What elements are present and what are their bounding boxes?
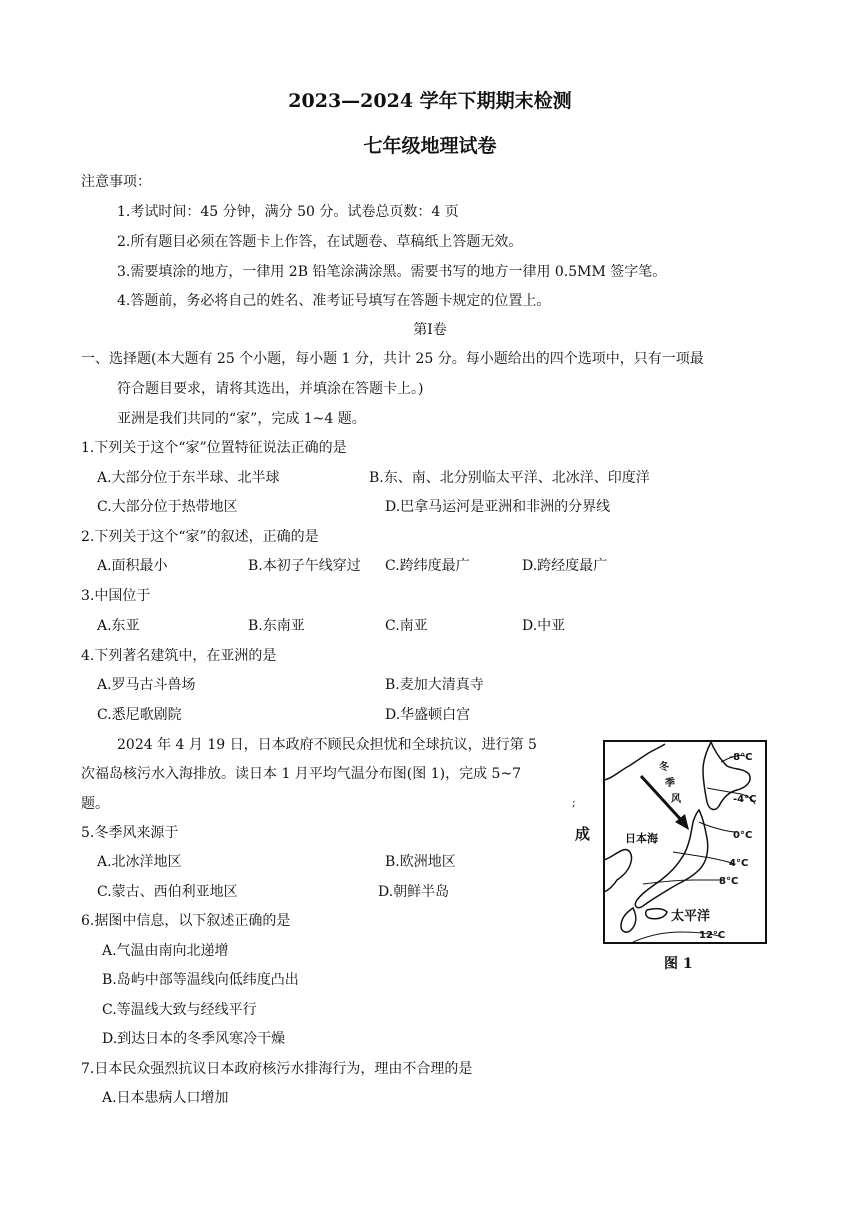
- margin-text: 成: [575, 825, 591, 843]
- section-instructions-line2: 符合题目要求，请将其选出，并填涂在答题卡上。): [117, 381, 424, 397]
- notice-item-4: 4.答题前，务必将自己的姓名、准考证号填写在答题卡规定的位置上。: [117, 293, 551, 309]
- label-wind-3: 风: [671, 794, 681, 805]
- question-2-stem: 2.下列关于这个“家”的叙述，正确的是: [81, 529, 319, 545]
- question-6-option-d: D.到达日本的冬季风寒冷干燥: [102, 1031, 286, 1047]
- section-intro-2-line2: 次福岛核污水入海排放。读日本 1 月平均气温分布图(图 1)，完成 5~7: [81, 766, 522, 782]
- margin-mark: ;: [572, 796, 576, 809]
- label-iso-m8: -8°C: [729, 752, 753, 763]
- exam-subtitle: 七年级地理试卷: [363, 135, 497, 157]
- question-2-option-b: B.本初子午线穿过: [248, 558, 361, 574]
- question-3-option-b: B.东南亚: [248, 618, 305, 634]
- question-4-option-a: A.罗马古斗兽场: [97, 677, 196, 693]
- section-intro: 亚洲是我们共同的“家”，完成 1~4 题。: [117, 411, 366, 427]
- question-1-stem: 1.下列关于这个“家”位置特征说法正确的是: [81, 440, 347, 456]
- question-3-stem: 3.中国位于: [81, 588, 151, 604]
- section-intro-2-line1: 2024 年 4 月 19 日，日本政府不顾民众担忧和全球抗议，进行第 5: [117, 737, 537, 753]
- notice-item-1: 1.考试时间：45 分钟，满分 50 分。试卷总页数：4 页: [117, 204, 459, 220]
- question-3-option-d: D.中亚: [522, 618, 566, 634]
- label-iso-0: 0°C: [733, 830, 753, 841]
- notice-item-2: 2.所有题目必须在答题卡上作答，在试题卷、草稿纸上答题无效。: [117, 234, 523, 250]
- label-sea: 日本海: [625, 832, 658, 845]
- question-3-option-c: C.南亚: [385, 618, 428, 634]
- question-6-option-b: B.岛屿中部等温线向低纬度凸出: [102, 972, 299, 988]
- label-wind-1: 冬: [659, 762, 669, 773]
- question-1-option-b: B.东、南、北分别临太平洋、北冰洋、印度洋: [369, 470, 650, 486]
- question-1-option-c: C.大部分位于热带地区: [97, 499, 238, 515]
- question-5-option-a: A.北冰洋地区: [97, 854, 182, 870]
- question-5-option-c: C.蒙古、西伯利亚地区: [97, 884, 238, 900]
- label-iso-4: 4°C: [729, 858, 749, 869]
- question-2-option-c: C.跨纬度最广: [385, 558, 470, 574]
- section-instructions-line1: 一、选择题(本大题有 25 个小题，每小题 1 分，共计 25 分。每小题给出的四个选项中，只有一项最: [81, 351, 704, 367]
- question-4-option-b: B.麦加大清真寺: [385, 677, 484, 693]
- question-1-option-d: D.巴拿马运河是亚洲和非洲的分界线: [385, 499, 611, 515]
- label-iso-8: 8°C: [719, 876, 739, 887]
- question-4-stem: 4.下列著名建筑中，在亚洲的是: [81, 648, 277, 664]
- notice-heading: 注意事项：: [81, 174, 151, 190]
- question-7-option-a: A.日本患病人口增加: [102, 1090, 229, 1106]
- section-intro-2-line3: 题。: [81, 796, 109, 812]
- figure-1-map: [603, 740, 767, 944]
- question-4-option-c: C.悉尼歌剧院: [97, 707, 182, 723]
- question-6-stem: 6.据图中信息，以下叙述正确的是: [81, 913, 291, 929]
- question-5-stem: 5.冬季风来源于: [81, 825, 179, 841]
- notice-item-3: 3.需要填涂的地方，一律用 2B 铅笔涂满涂黑。需要书写的地方一律用 0.5MM 签字笔。: [117, 264, 667, 280]
- question-2-option-d: D.跨经度最广: [522, 558, 608, 574]
- question-6-option-a: A.气温由南向北递增: [102, 943, 229, 959]
- question-5-option-b: B.欧洲地区: [385, 854, 456, 870]
- question-5-option-d: D.朝鲜半岛: [378, 884, 450, 900]
- volume-label: 第Ⅰ卷: [413, 322, 447, 338]
- label-iso-12: 12°C: [699, 930, 726, 941]
- exam-title: 2023—2024 学年下期期末检测: [288, 90, 572, 112]
- label-wind-2: 季: [665, 778, 675, 789]
- question-7-stem: 7.日本民众强烈抗议日本政府核污水排海行为，理由不合理的是: [81, 1061, 473, 1077]
- question-2-option-a: A.面积最小: [97, 558, 168, 574]
- label-iso-m4: -4°C: [733, 794, 757, 805]
- label-ocean: 太平洋: [671, 909, 711, 924]
- question-4-option-d: D.华盛顿白宫: [385, 707, 471, 723]
- question-6-option-c: C.等温线大致与经线平行: [102, 1002, 257, 1018]
- question-1-option-a: A.大部分位于东半球、北半球: [97, 470, 280, 486]
- question-3-option-a: A.东亚: [97, 618, 140, 634]
- figure-1-caption: 图 1: [664, 956, 693, 972]
